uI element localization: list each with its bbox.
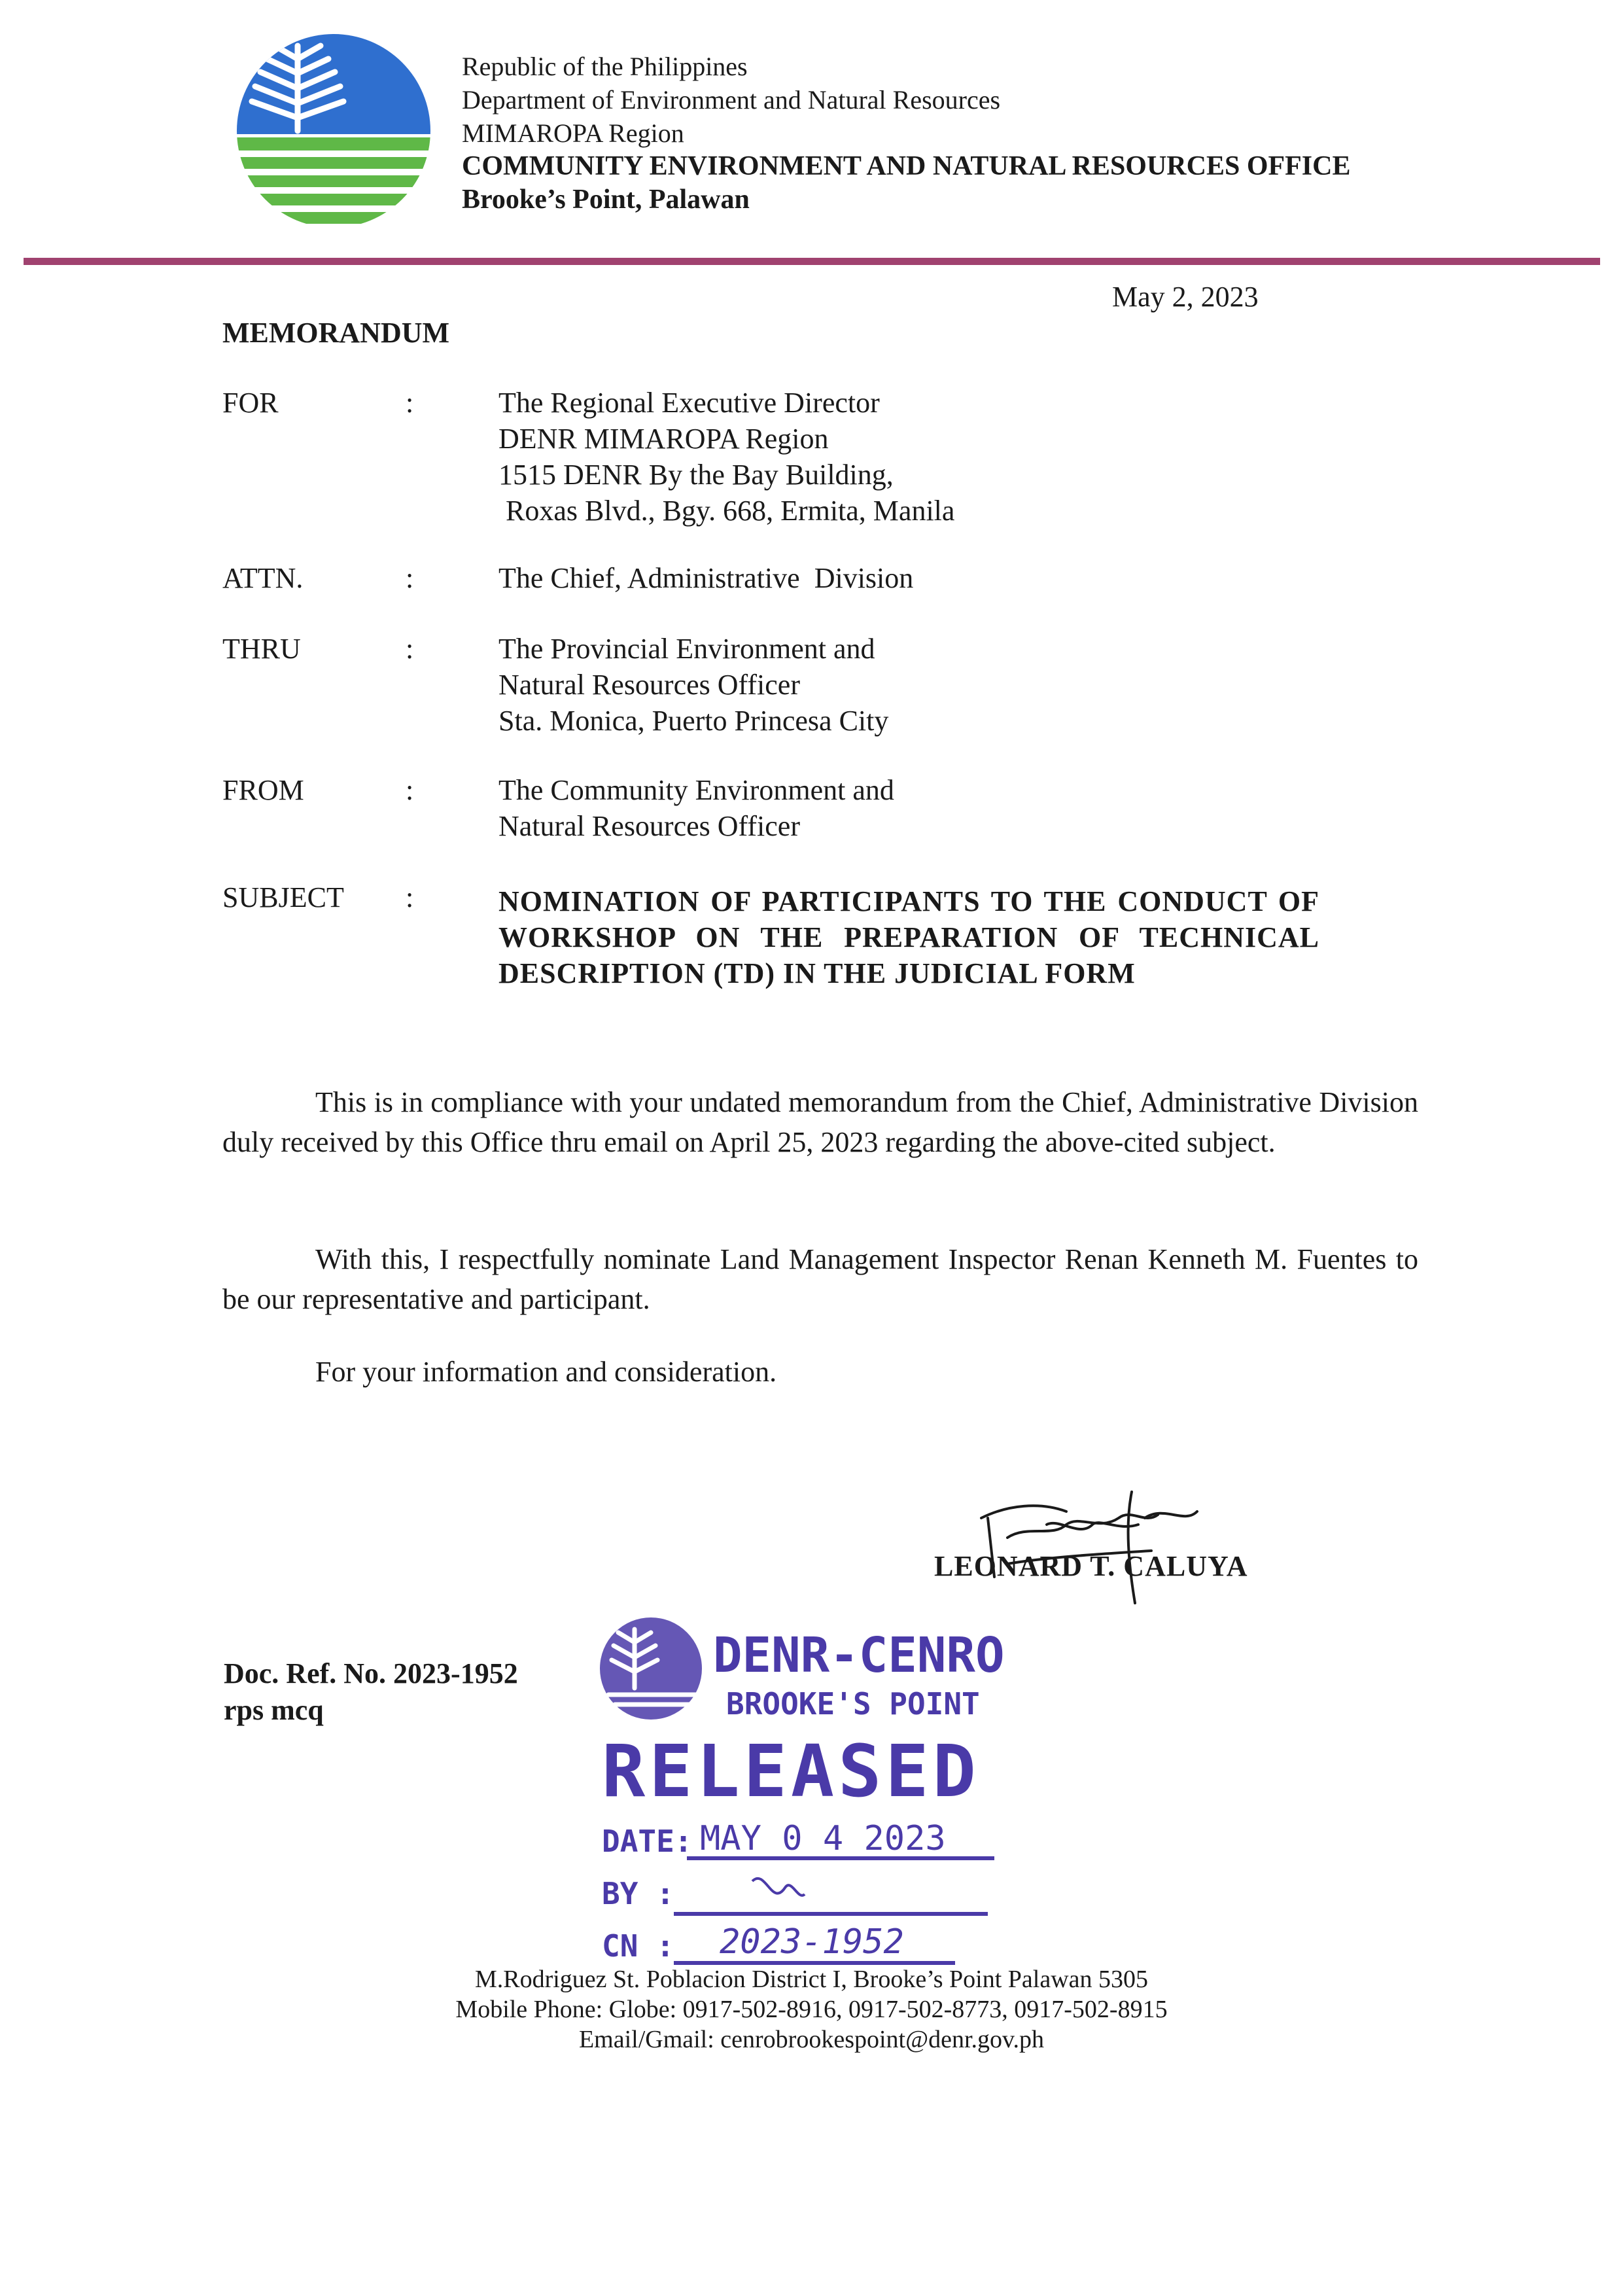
body-paragraph-3: For your information and consideration. xyxy=(315,1356,777,1388)
from-sender xyxy=(498,772,894,844)
from-line: Natural Resources Officer xyxy=(498,810,800,842)
header-republic: Republic of the Philippines xyxy=(462,52,748,81)
thru-line: Natural Resources Officer xyxy=(498,669,800,701)
footer-email: Email/Gmail: cenrobrookespoint@denr.gov.ph xyxy=(578,2026,1045,2053)
footer-address: M.Rodriguez St. Poblacion District I, Brooke’s Point Palawan 5305 xyxy=(474,1966,1149,1993)
doc-reference xyxy=(224,1655,518,1729)
attn-recipient xyxy=(498,560,913,596)
stamp-date-value: MAY 0 4 2023 xyxy=(700,1819,946,1858)
header-department: Department of Environment and Natural Resources xyxy=(462,85,1001,115)
attn-colon: : xyxy=(406,562,414,594)
for-line: DENR MIMAROPA Region xyxy=(498,423,829,455)
stamp-status: RELEASED xyxy=(602,1729,980,1813)
header-divider xyxy=(24,258,1600,265)
header-region: MIMAROPA Region xyxy=(462,118,684,148)
stamp-date-label: DATE: xyxy=(602,1824,693,1859)
for-line: 1515 DENR By the Bay Building, xyxy=(498,459,894,491)
footer xyxy=(0,1964,1623,2055)
for-colon: : xyxy=(406,387,414,419)
signatory-name: LEONARD T. CALUYA xyxy=(934,1550,1248,1582)
from-label: FROM xyxy=(222,774,304,806)
from-line: The Community Environment and xyxy=(498,774,894,806)
doc-ref-initials: rps mcq xyxy=(224,1694,324,1726)
body-paragraph-1: This is in compliance with your undated memorandum from the Chief, Administrative Division duly received by this Office thru email on April 25, 2023 regarding the above-cited subject. xyxy=(222,1086,1418,1158)
denr-logo xyxy=(236,33,432,229)
for-line: The Regional Executive Director xyxy=(498,387,880,419)
stamp-cn-label: CN : xyxy=(602,1928,674,1964)
thru-colon: : xyxy=(406,633,414,665)
subject-text: NOMINATION OF PARTICIPANTS TO THE CONDUCT OF WORKSHOP ON THE PREPARATION OF TECHNICAL DESCRIPTION (TD) IN THE JUDICIAL FORM xyxy=(498,885,1319,989)
stamp-by-label: BY : xyxy=(602,1876,674,1911)
for-label: FOR xyxy=(222,387,279,419)
stamp-office: BROOKE'S POINT xyxy=(726,1686,980,1722)
doc-ref-number: Doc. Ref. No. 2023-1952 xyxy=(224,1657,518,1689)
header-location: Brooke’s Point, Palawan xyxy=(462,185,750,215)
subject-colon: : xyxy=(406,881,414,913)
from-colon: : xyxy=(406,774,414,806)
attn-line: The Chief, Administrative Division xyxy=(498,562,914,594)
released-stamp xyxy=(589,1606,1007,1973)
thru-line: The Provincial Environment and xyxy=(498,633,875,665)
memo-date: May 2, 2023 xyxy=(1112,281,1259,313)
header-office: COMMUNITY ENVIRONMENT AND NATURAL RESOURCES OFFICE xyxy=(462,151,1351,181)
stamp-cn-value: 2023-1952 xyxy=(720,1922,904,1962)
for-recipient xyxy=(498,385,954,529)
footer-phone: Mobile Phone: Globe: 0917-502-8916, 0917-502-8773, 0917-502-8915 xyxy=(455,1996,1168,2023)
attn-label: ATTN. xyxy=(222,562,304,594)
subject-label: SUBJECT xyxy=(222,881,344,913)
thru-line: Sta. Monica, Puerto Princesa City xyxy=(498,705,889,737)
thru-label: THRU xyxy=(222,633,301,665)
memo-title: MEMORANDUM xyxy=(222,317,450,349)
for-line: Roxas Blvd., Bgy. 668, Ermita, Manila xyxy=(498,495,955,527)
signature-scribble xyxy=(968,1479,1217,1610)
thru-recipient xyxy=(498,631,888,739)
body-paragraph-2: With this, I respectfully nominate Land Management Inspector Renan Kenneth M. Fuentes to be our representative and participant. xyxy=(222,1243,1418,1315)
stamp-org: DENR-CENRO xyxy=(713,1627,1005,1684)
